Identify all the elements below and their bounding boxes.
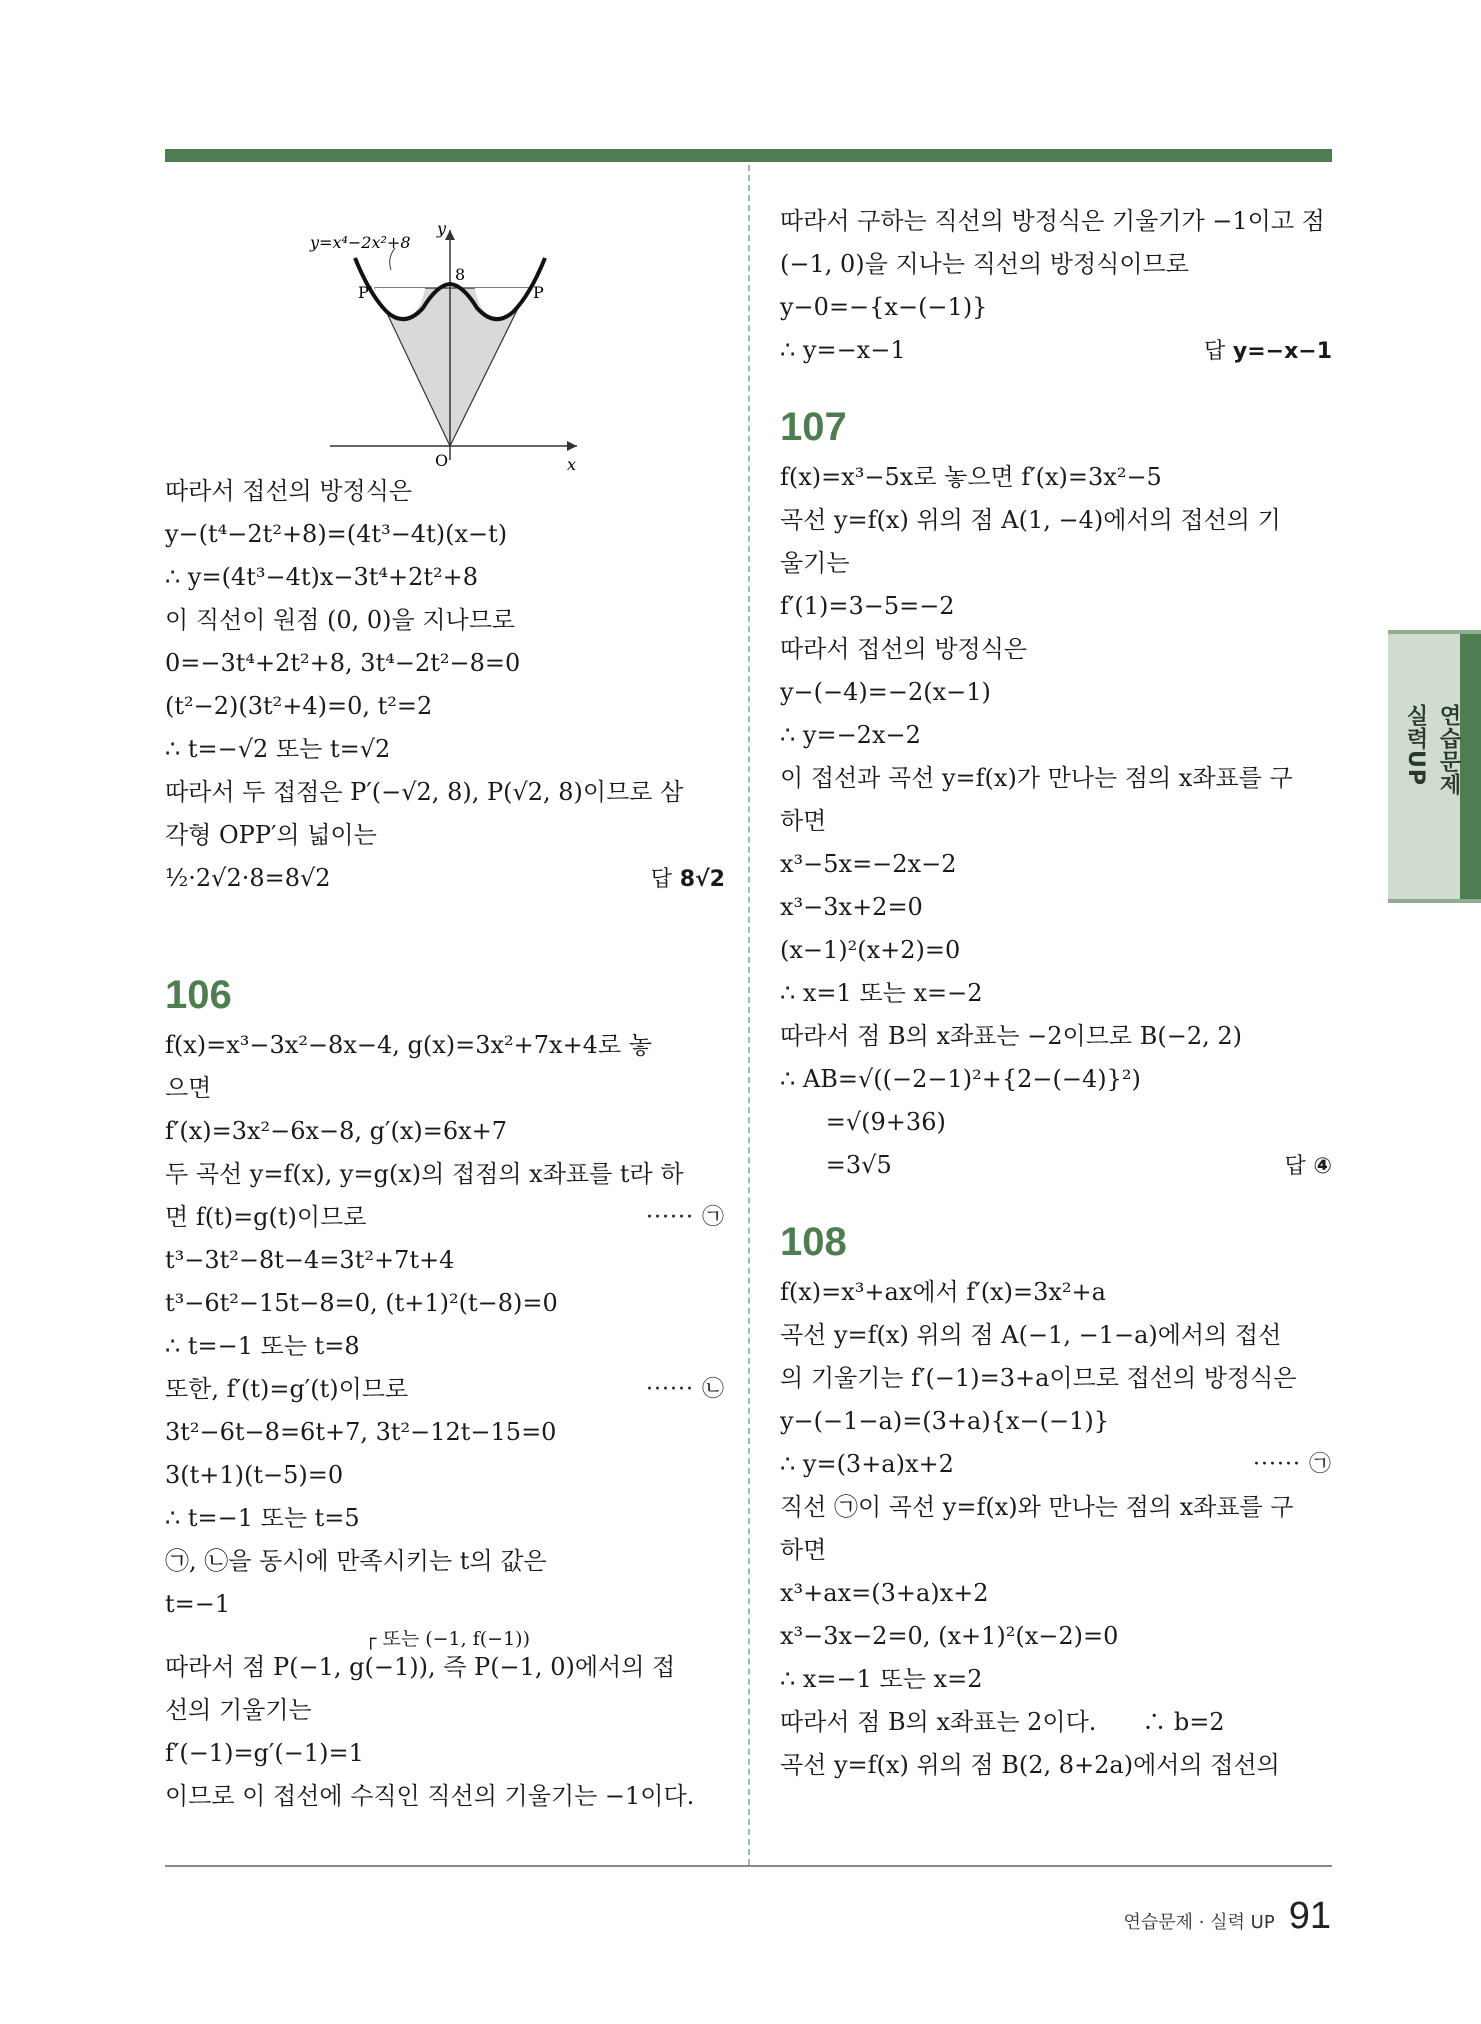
margin-note: ┌ 또는 (−1, f(−1)) [365,1628,531,1650]
answer-box [1204,329,1332,372]
curve-label: y=x⁴−2x²+8 [310,233,411,252]
text-line: 따라서 접선의 방정식은 [165,477,413,505]
side-tab-col2: 실력UP [1403,704,1428,786]
area-expression: ½·2√2·8=8√2 [165,864,331,892]
equation-text: ∴ y=(3+a)x+2 [780,1450,954,1478]
text-line: 이 접선과 곡선 y=f(x)가 만나는 점의 x좌표를 구 [780,764,1293,792]
text-line: 따라서 점 B의 x좌표는 −2이므로 B(−2, 2) [780,1022,1242,1050]
text-line: 따라서 접선의 방정식은 [780,635,1028,663]
y-axis-label: y [437,219,447,238]
text-line: 직선 ㉠이 곡선 y=f(x)와 만나는 점의 x좌표를 구 [780,1493,1294,1521]
equation-mark: ······ ㉡ [646,1377,725,1402]
text-line: 하면 [780,807,827,835]
text-line: ∴ y=(4t³−4t)x−3t⁴+2t²+8 [165,563,479,591]
point-p-prime-label: P′ [358,283,373,302]
y-axis-arrow [445,230,455,240]
answer-line [780,1144,1332,1187]
curve-figure [165,200,725,470]
equation-text: 또한, f′(t)=g′(t)이므로 [165,1375,409,1403]
text-line: y−0=−{x−(−1)} [780,293,988,321]
left-column [165,200,725,1818]
text-line: 두 곡선 y=f(x), y=g(x)의 접점의 x좌표를 t라 하 [165,1160,684,1188]
text-line: 하면 [780,1536,827,1564]
text-line: f(x)=x³−5x로 놓으면 f′(x)=3x²−5 [780,463,1162,491]
text-line: ∴ AB=√((−2−1)²+{2−(−4)}²) [780,1065,1141,1093]
text-line: f′(1)=3−5=−2 [780,592,955,620]
answer-label: 답 [1284,1154,1306,1179]
equation-line-2 [165,1368,725,1411]
top-accent-bar [165,149,1332,162]
text-line: 따라서 구하는 직선의 방정식은 기울기가 −1이고 점 [780,207,1325,235]
problem-number-107: 107 [780,405,847,449]
text-line: (t²−2)(3t²+4)=0, t²=2 [165,692,433,720]
equation-mark: ······ ㉠ [1253,1452,1332,1477]
side-tab-col1: 연습문제 [1436,704,1461,796]
text-line: f′(x)=3x²−6x−8, g′(x)=6x+7 [165,1117,508,1145]
text-line: 곡선 y=f(x) 위의 점 B(2, 8+2a)에서의 접선의 [780,1751,1280,1779]
text-line: ㉠, ㉡을 동시에 만족시키는 t의 값은 [165,1547,547,1575]
side-tab-accent [1460,634,1481,899]
text-line: 따라서 점 P(−1, g(−1)), 즉 P(−1, 0)에서의 접 [165,1653,676,1681]
text-line: ∴ y=−2x−2 [780,721,921,749]
text-line: x³−5x=−2x−2 [780,850,957,878]
footer-section-label: 연습문제 · 실력 UP [1123,1912,1275,1933]
answer-box [1284,1144,1332,1187]
answer-value: ④ [1313,1154,1332,1179]
final-equation: =3√5 [780,1151,892,1179]
text-line: 3(t+1)(t−5)=0 [165,1461,344,1489]
text-line: 따라서 두 접점은 P′(−√2, 8), P(√2, 8)이므로 삼 [165,778,684,806]
equation-line-1 [165,1196,725,1239]
right-column [780,200,1332,1787]
text-line: t=−1 [165,1590,231,1618]
page-footer [1123,1895,1331,1938]
bottom-rule [165,1865,1332,1867]
page-number: 91 [1288,1895,1331,1937]
equation-mark: ······ ㉠ [646,1205,725,1230]
answer-label: 답 [1203,339,1226,364]
equation-line-108 [780,1443,1332,1486]
column-divider [748,165,750,1865]
answer-value: 8√2 [679,867,725,892]
answer-line [780,329,1332,372]
text-line: (−1, 0)을 지나는 직선의 방정식이므로 [780,250,1189,278]
text-line: =√(9+36) [780,1108,946,1136]
text-line: x³−3x−2=0, (x+1)²(x−2)=0 [780,1622,1119,1650]
text-line: 선의 기울기는 [165,1696,312,1724]
text-line: f(x)=x³−3x²−8x−4, g(x)=3x²+7x+4로 놓 [165,1031,652,1059]
text-line: t³−6t²−15t−8=0, (t+1)²(t−8)=0 [165,1289,558,1317]
text-line: x³−3x+2=0 [780,893,923,921]
equation-text: 면 f(t)=g(t)이므로 [165,1203,367,1231]
text-line: y−(−1−a)=(3+a){x−(−1)} [780,1407,1110,1435]
text-line: 곡선 y=f(x) 위의 점 A(−1, −1−a)에서의 접선 [780,1321,1282,1349]
text-line: 으면 [165,1074,212,1102]
text-line: ∴ x=1 또는 x=−2 [780,979,983,1007]
problem-number-108: 108 [780,1220,847,1264]
text-line: f(x)=x³+ax에서 f′(x)=3x²+a [780,1278,1106,1306]
text-line: 3t²−6t−8=6t+7, 3t²−12t−15=0 [165,1418,557,1446]
side-tab-label [1403,704,1461,796]
text-line: t³−3t²−8t−4=3t²+7t+4 [165,1246,455,1274]
text-line: f′(−1)=g′(−1)=1 [165,1739,364,1767]
section-side-tab[interactable] [1388,630,1481,903]
text-line: ∴ t=−1 또는 t=8 [165,1332,360,1360]
text-line: 곡선 y=f(x) 위의 점 A(1, −4)에서의 접선의 기 [780,506,1281,534]
text-line: 울기는 [780,549,850,577]
x-axis-label: x [567,455,577,470]
text-line: y−(−4)=−2(x−1) [780,678,991,706]
text-line: 이므로 이 접선에 수직인 직선의 기울기는 −1이다. [165,1782,695,1810]
text-line: x³+ax=(3+a)x+2 [780,1579,989,1607]
answer-value: y=−x−1 [1232,339,1332,364]
text-line: 따라서 점 B의 x좌표는 2이다. ∴ b=2 [780,1708,1225,1736]
text-line: 0=−3t⁴+2t²+8, 3t⁴−2t²−8=0 [165,649,521,677]
text-line: y−(t⁴−2t²+8)=(4t³−4t)(x−t) [165,520,508,548]
text-line: ∴ t=−√2 또는 t=√2 [165,735,391,763]
answer-label: 답 [650,867,673,892]
height-label: 8 [455,265,466,284]
text-line: ∴ t=−1 또는 t=5 [165,1504,360,1532]
answer-box [651,857,725,900]
text-line: (x−1)²(x+2)=0 [780,936,961,964]
x-axis-arrow [567,441,577,451]
point-p-label: P [533,283,544,302]
text-line: 의 기울기는 f′(−1)=3+a이므로 접선의 방정식은 [780,1364,1297,1392]
final-equation: ∴ y=−x−1 [780,336,906,364]
problem-number-106: 106 [165,973,232,1017]
text-line: 각형 OPP′의 넓이는 [165,821,377,849]
text-line: ∴ x=−1 또는 x=2 [780,1665,983,1693]
text-line: 이 직선이 원점 (0, 0)을 지나므로 [165,606,516,634]
answer-line [165,857,725,900]
origin-label: O [435,451,449,470]
curve-graph [165,200,725,470]
